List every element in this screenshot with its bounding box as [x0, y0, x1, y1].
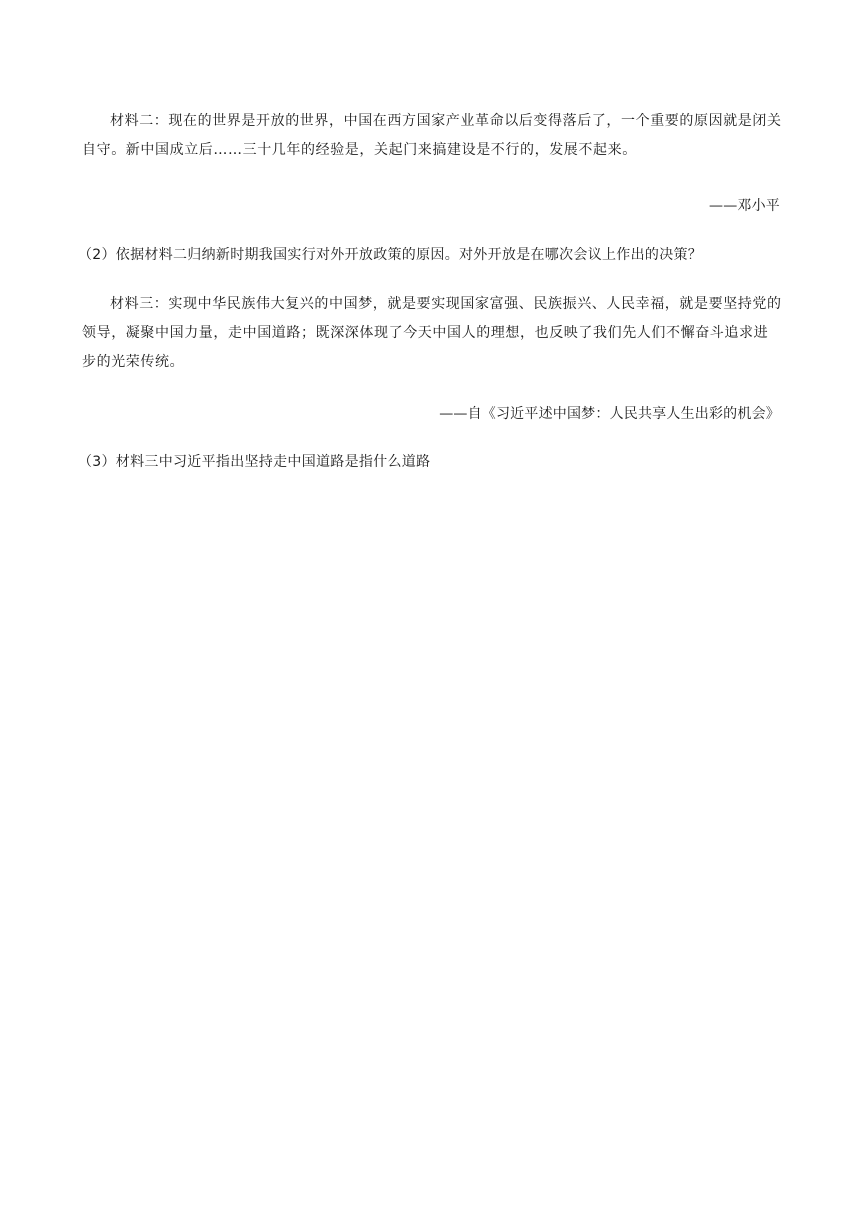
question-two: （2）依据材料二归纳新时期我国实行对外开放政策的原因。对外开放是在哪次会议上作出的决策？: [78, 247, 703, 263]
material-three-paragraph: 材料三：实现中华民族伟大复兴的中国梦，就是要实现国家富强、民族振兴、人民幸福，就是要坚持党的领导，凝聚中国力量，走中国道路；既深深体现了今天中国人的理想，也反映了我们先人们不懈奋斗追求进步的光荣传统。: [82, 296, 782, 370]
material-two-attribution: ——邓小平: [709, 198, 780, 214]
question-three: （3）材料三中习近平指出坚持走中国道路是指什么道路: [78, 454, 431, 470]
material-three-attribution: ——自《习近平述中国梦：人民共享人生出彩的机会》: [439, 406, 780, 422]
material-two-paragraph: 材料二：现在的世界是开放的世界，中国在西方国家产业革命以后变得落后了，一个重要的原因就是闭关自守。新中国成立后……三十几年的经验是，关起门来搞建设是不行的，发展不起来。: [82, 113, 782, 158]
